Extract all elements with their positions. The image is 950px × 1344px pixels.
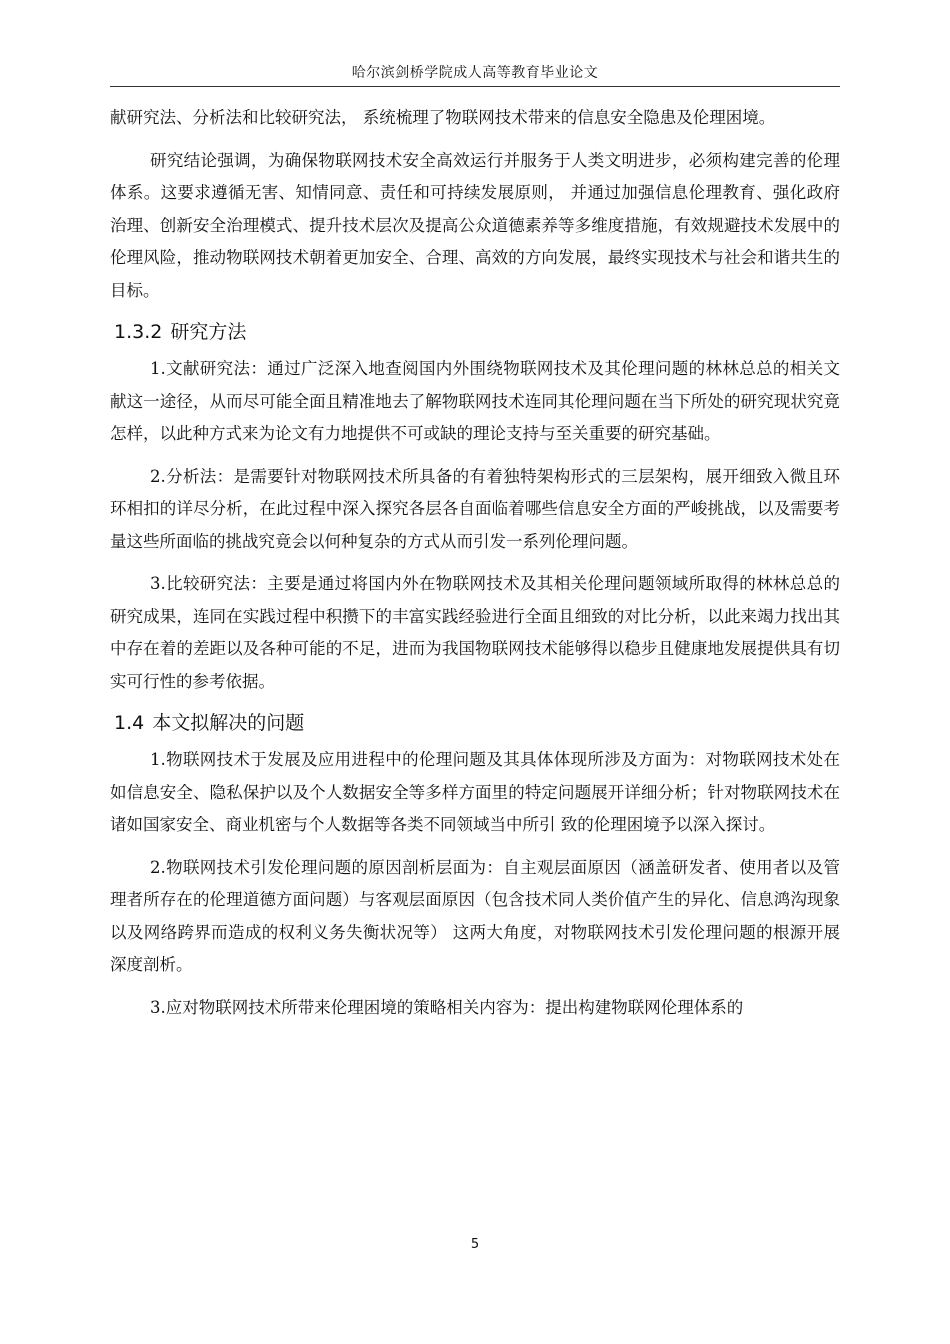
section-heading	[114, 710, 840, 736]
running-header: 哈尔滨剑桥学院成人高等教育毕业论文	[351, 65, 599, 81]
list-item: 3.应对物联网技术所带来伦理困境的策略相关内容为：提出构建物联网伦理体系的	[150, 997, 744, 1017]
section-title: 本文拟解决的问题	[152, 712, 305, 734]
list-item: 3.比较研究法：主要是通过将国内外在物联网技术及其相关伦理问题领域所取得的林林总总的研究成果，连同在实践过程中积攒下的丰富实践经验进行全面且细致的对比分析，以此来竭力找出其中存在着的差距以及各种可能的不足，进而为我国物联网技术能够得以稳步且健康地发展提供具有切实可行性的参考依据。	[110, 574, 840, 691]
page-number: 5	[470, 1237, 480, 1252]
paragraph: 研究结论强调，为确保物联网技术安全高效运行并服务于人类文明进步，必须构建完善的伦理体系。这要求遵循无害、知情同意、责任和可持续发展原则， 并通过加强信息伦理教育、强化政府治理、创新安全治理模式、提升技术层次及提高公众道德素养等多维度措施，有效规避技术发展中的伦理风险，推动物联网技术朝着更加安全、合理、高效的方向发展，最终实现技术与社会和谐共生的目标。	[110, 150, 840, 300]
document-body	[110, 102, 840, 1024]
section-number: 1.4	[114, 712, 145, 734]
header-divider	[110, 86, 840, 87]
paragraph: 献研究法、分析法和比较研究法， 系统梳理了物联网技术带来的信息安全隐患及伦理困境。	[110, 108, 776, 127]
list-item: 2.物联网技术引发伦理问题的原因剖析层面为：自主观层面原因（涵盖研发者、使用者以及管理者所存在的伦理道德方面问题）与客观层面原因（包含技术同人类价值产生的异化、信息鸿沟现象以及网络跨界而造成的权利义务失衡状况等） 这两大角度，对物联网技术引发伦理问题的根源开展深度剖析。	[110, 857, 840, 974]
list-item: 1.物联网技术于发展及应用进程中的伦理问题及其具体体现所涉及方面为：对物联网技术处在如信息安全、隐私保护以及个人数据安全等多样方面里的特定问题展开详细分析；针对物联网技术在诸如国家安全、商业机密与个人数据等各类不同领域当中所引 致的伦理困境予以深入探讨。	[110, 750, 840, 834]
section-heading	[114, 319, 840, 345]
list-item: 1.文献研究法：通过广泛深入地查阅国内外围绕物联网技术及其伦理问题的林林总总的相关文献这一途径，从而尽可能全面且精准地去了解物联网技术连同其伦理问题在当下所处的研究现状究竟怎样，以此种方式来为论文有力地提供不可或缺的理论支持与至关重要的研究基础。	[110, 359, 840, 443]
section-title: 研究方法	[170, 321, 247, 343]
section-number: 1.3.2	[114, 321, 163, 343]
list-item: 2.分析法：是需要针对物联网技术所具备的有着独特架构形式的三层架构，展开细致入微且环环相扣的详尽分析，在此过程中深入探究各层各自面临着哪些信息安全方面的严峻挑战，以及需要考量这些所面临的挑战究竟会以何种复杂的方式从而引发一系列伦理问题。	[110, 466, 840, 551]
